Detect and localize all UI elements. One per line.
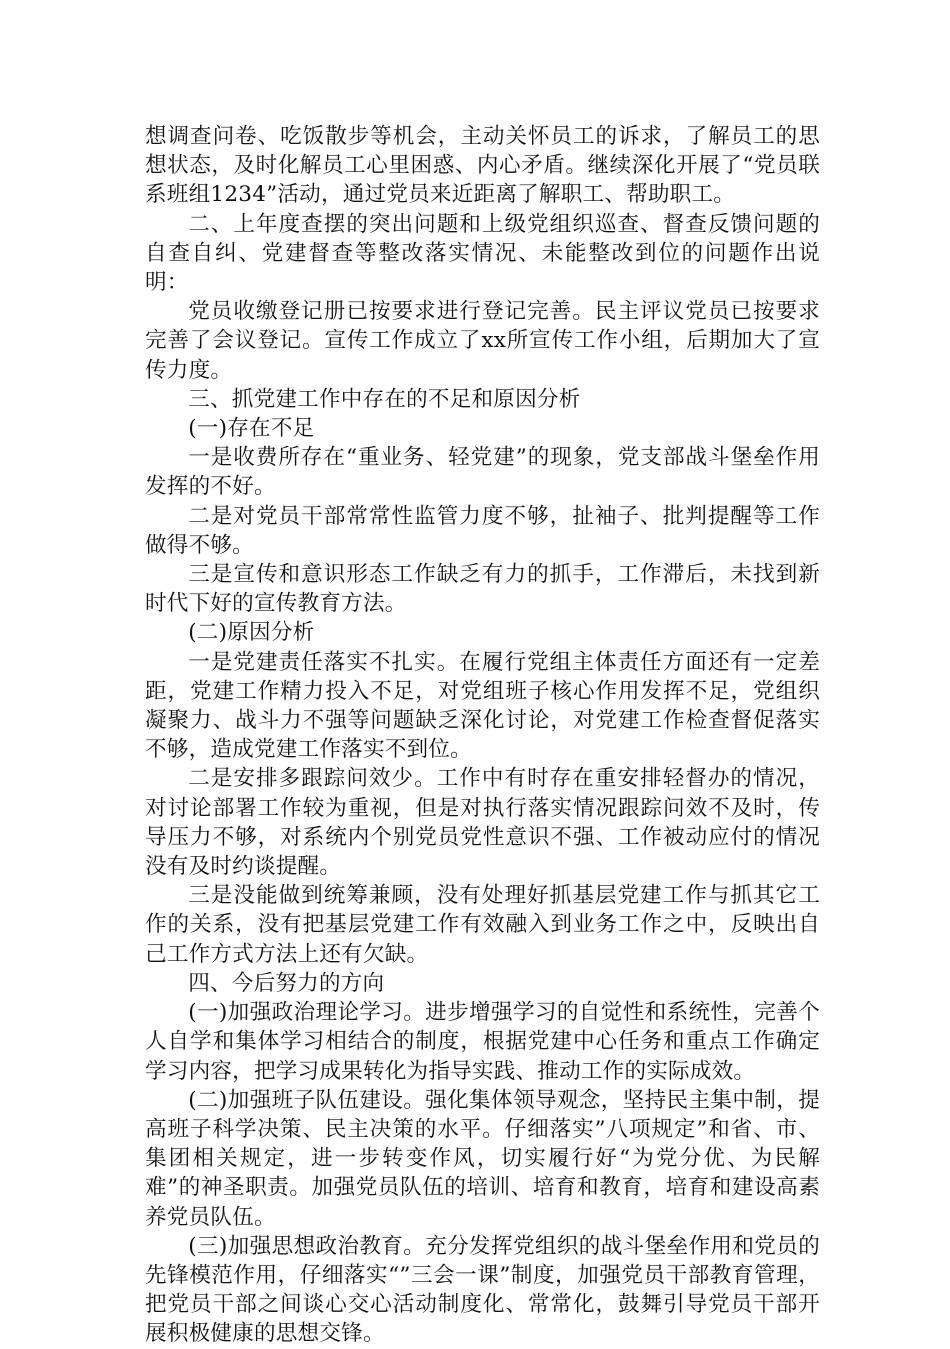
paragraph-cause-2: 二是安排多跟踪问效少。工作中有时存在重安排轻督办的情况，对讨论部署工作较为重视，但是对执行落实情况跟踪问效不及时，传导压力不够，对系统内个别党员党性意识不强、工作被动应付的情况没有及时约谈提醒。 (145, 766, 820, 880)
paragraph-rectification: 党员收缴登记册已按要求进行登记完善。民主评议党员已按要求完善了会议登记。宣传工作成立了xx所宣传工作小组，后期加大了宣传力度。 (145, 299, 820, 383)
paragraph-shortcoming-2: 二是对党员干部常常性监管力度不够，扯袖子、批判提醒等工作做得不够。 (145, 503, 820, 558)
subheading-causes: (二)原因分析 (188, 620, 315, 646)
section-heading-2: 二、上年度查摆的突出问题和上级党组织巡查、督查反馈问题的自查自纠、党建督查等整改落实情况、未能整改到位的问题作出说明： (145, 211, 820, 296)
paragraph-direction-3: (三)加强思想政治教育。充分发挥党组织的战斗堡垒作用和党员的先锋模范作用，仔细落实“”三会一课”制度，加强党员干部教育管理，把党员干部之间谈心交心活动制度化、常常化，鼓舞引导党员干部开展积极健康的思想交锋。 (145, 1233, 820, 1347)
paragraph-cause-3: 三是没能做到统筹兼顾，没有处理好抓基层党建工作与抓其它工作的关系，没有把基层党建工作有效融入到业务工作之中，反映出自己工作方式方法上还有欠缺。 (145, 883, 820, 967)
paragraph-direction-1: (一)加强政治理论学习。进步增强学习的自觉性和系统性，完善个人自学和集体学习相结合的制度，根据党建中心任务和重点工作确定学习内容，把学习成果转化为指导实践、推动工作的实际成效。 (145, 1000, 820, 1084)
section-heading-3: 三、抓党建工作中存在的不足和原因分析 (188, 386, 581, 412)
document-page (145, 122, 820, 1349)
subheading-shortcomings: (一)存在不足 (188, 416, 315, 442)
section-heading-4: 四、今后努力的方向 (188, 970, 385, 996)
paragraph-cause-1: 一是党建责任落实不扎实。在履行党组主体责任方面还有一定差距，党建工作精力投入不足，对党组班子核心作用发挥不足，党组织凝聚力、战斗力不强等问题缺乏深化讨论，对党建工作检查督促落实不够，造成党建工作落实不到位。 (145, 649, 820, 763)
paragraph-direction-2: (二)加强班子队伍建设。强化集体领导观念，坚持民主集中制，提高班子科学决策、民主决策的水平。仔细落实”八项规定”和省、市、集团相关规定，进一步转变作风，切实履行好“为党分优、为民解难”的神圣职责。加强党员队伍的培训、培育和教育，培育和建设高素养党员队伍。 (145, 1087, 820, 1230)
paragraph-continuation: 想调查问卷、吃饭散步等机会，主动关怀员工的诉求，了解员工的思想状态，及时化解员工心里困惑、内心矛盾。继续深化开展了“党员联系班组1234”活动，通过党员来近距离了解职工、帮助职工。 (145, 124, 820, 208)
paragraph-shortcoming-1: 一是收费所存在“重业务、轻党建”的现象，党支部战斗堡垒作用发挥的不好。 (145, 445, 820, 500)
paragraph-shortcoming-3: 三是宣传和意识形态工作缺乏有力的抓手，工作滞后，未找到新时代下好的宣传教育方法。 (145, 562, 820, 617)
